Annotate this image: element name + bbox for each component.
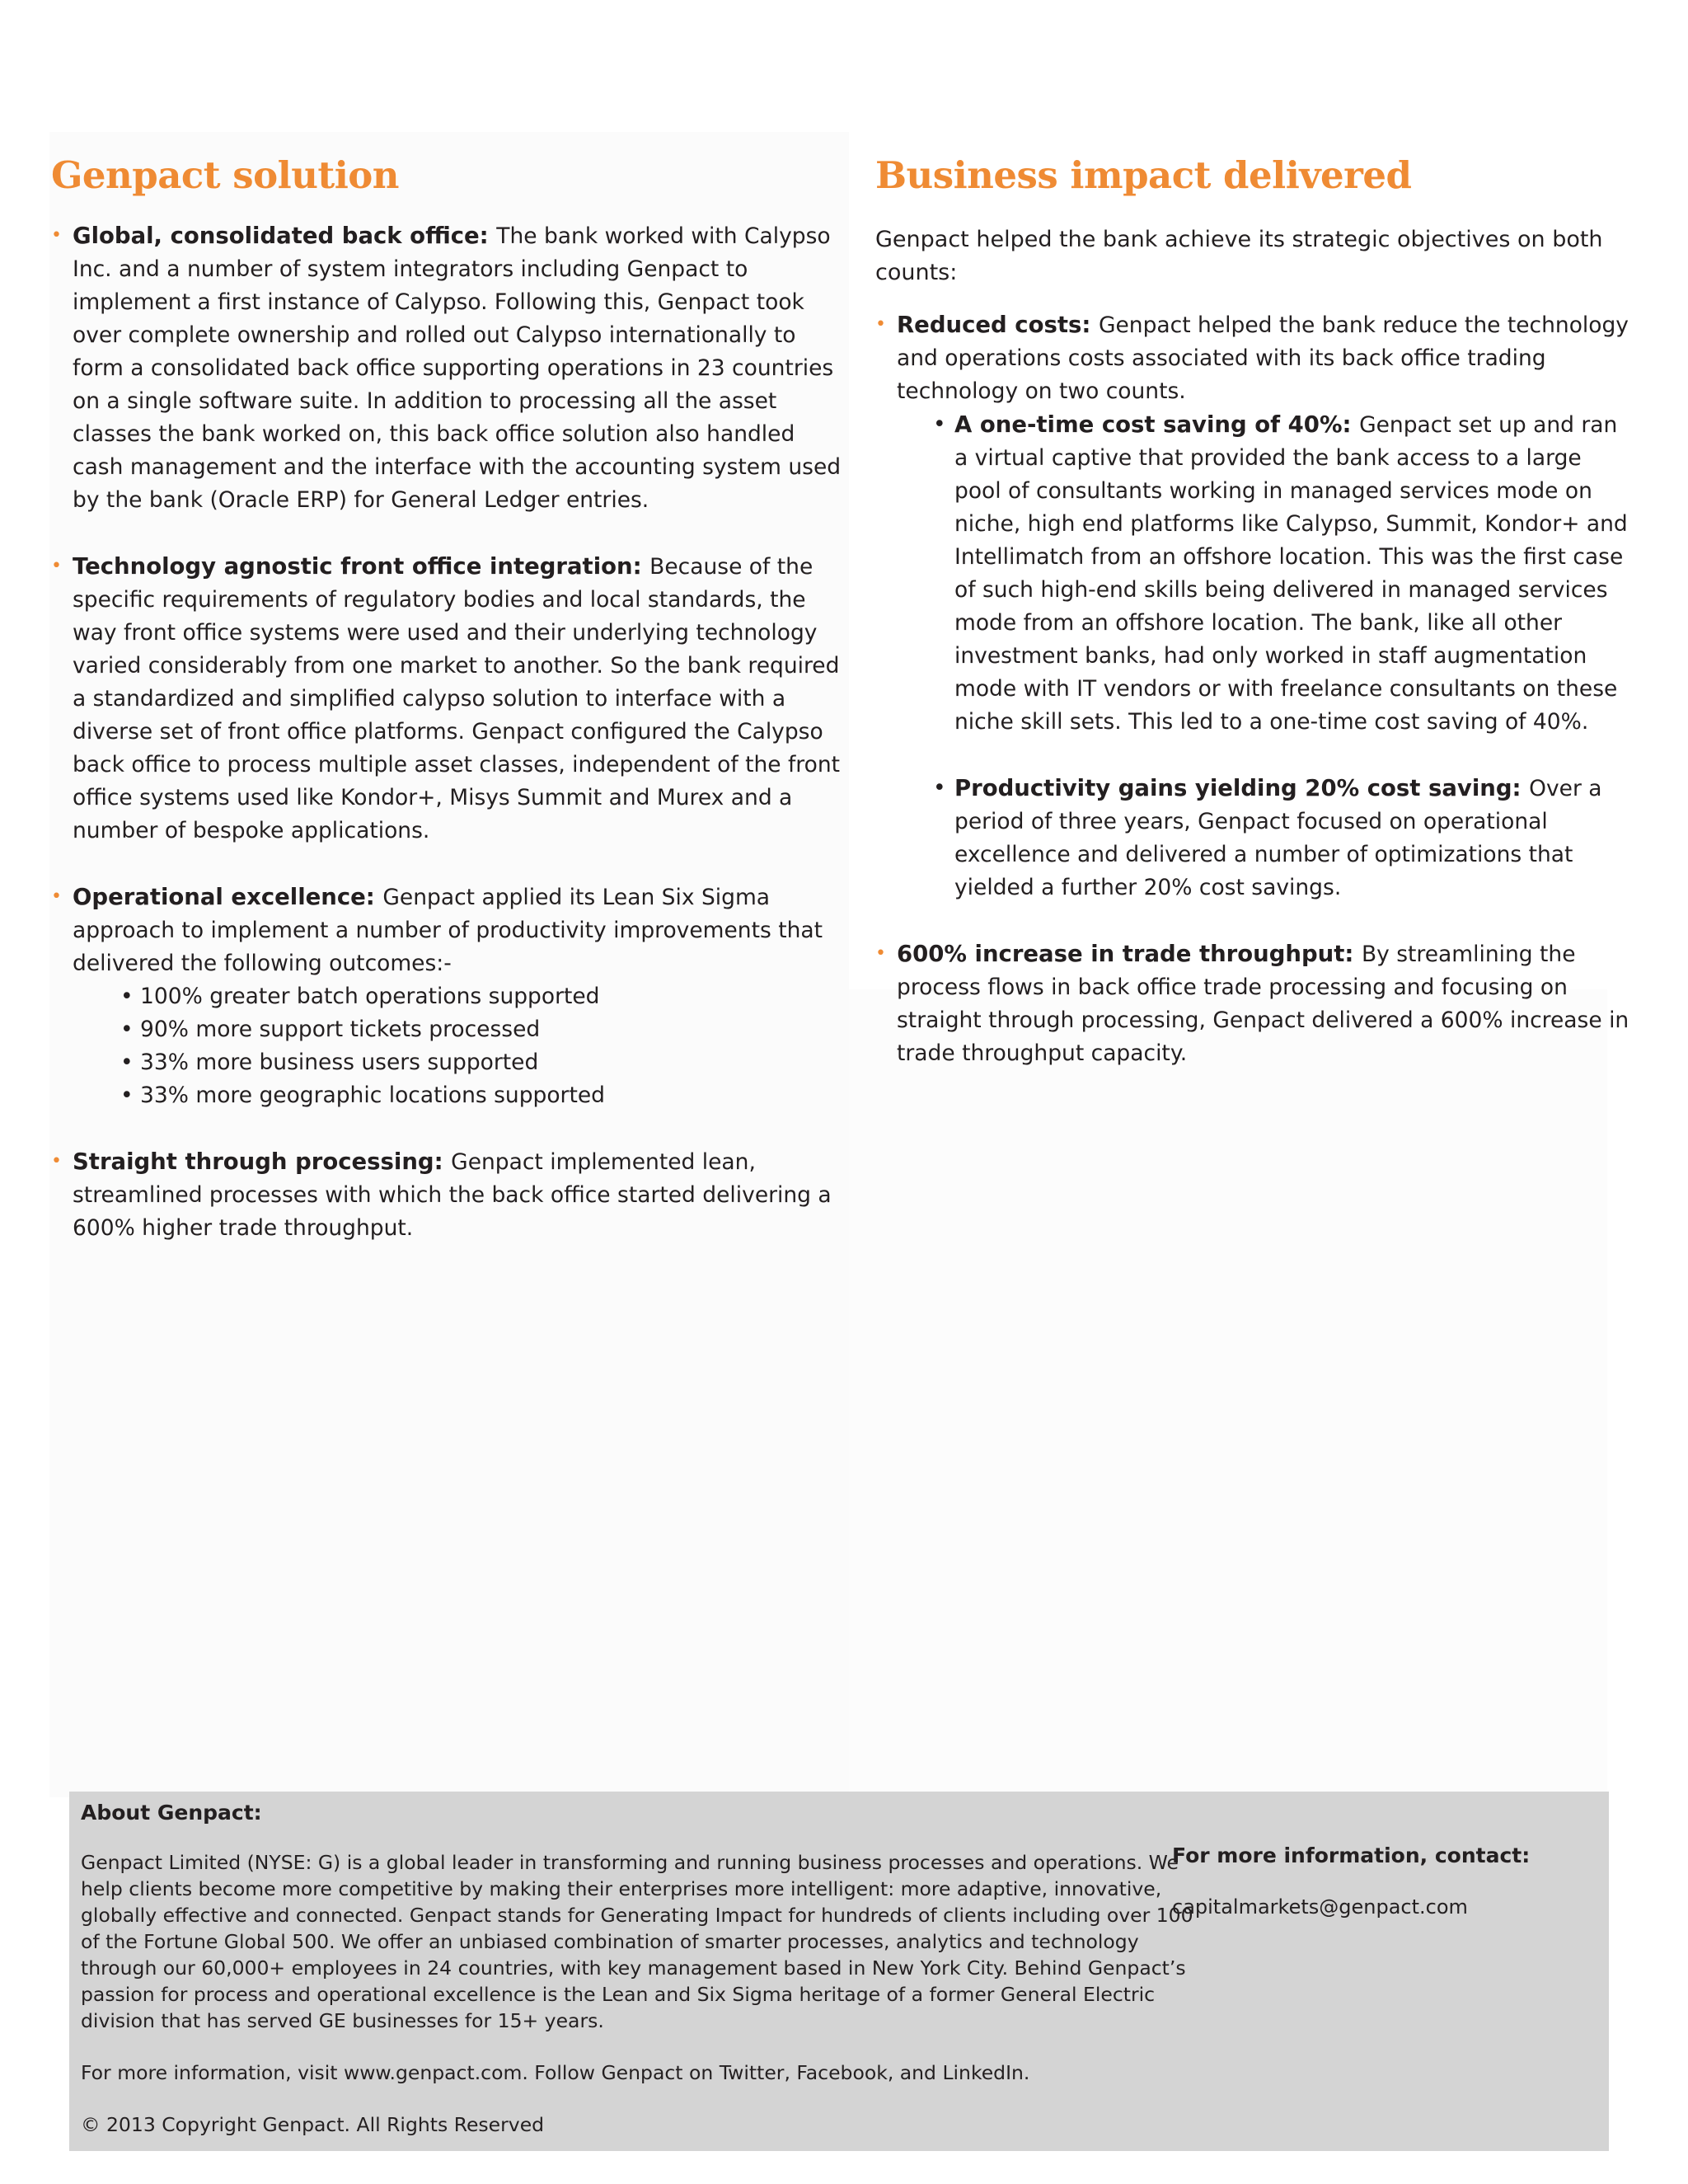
solution-item-front-office-integration [51, 550, 851, 848]
solution-item-operational-excellence [51, 881, 851, 1112]
bullet-icon: • [875, 943, 886, 964]
impact-item-reduced-costs [875, 308, 1634, 904]
about-genpact-box [69, 1792, 1609, 2151]
solution-item-global-back-office [51, 219, 851, 517]
impact-item-throughput [875, 937, 1634, 1070]
outcome-item: • 90% more support tickets processed [120, 1017, 541, 1042]
about-content [81, 1800, 1202, 2138]
business-impact-section [875, 148, 1634, 1103]
contact-block [1172, 1843, 1530, 1920]
item-text: Genpact applied its Lean Six Sigma approach to implement a number of productivity improvements that delivered the following outcomes:- [73, 885, 823, 976]
item-text: Genpact helped the bank reduce the technology and operations costs associated with its back office trading technology on two counts. [897, 312, 1629, 404]
sub-item-title: A one-time cost saving of 40%: [954, 411, 1360, 438]
item-title: Global, consolidated back office: [73, 223, 497, 249]
item-text: Genpact implemented lean, streamlined processes with which the back office started delivering a 600% higher trade throughput. [73, 1149, 832, 1241]
sub-item-text: Over a period of three years, Genpact focused on operational excellence and delivered a number of optimizations that yielded a further 20% cost savings. [954, 776, 1602, 900]
solution-item-straight-through-processing [51, 1145, 851, 1245]
sub-item-title: Productivity gains yielding 20% cost saving: [954, 775, 1530, 801]
copyright-text: © 2013 Copyright Genpact. All Rights Reserved [81, 2113, 545, 2136]
business-impact-heading: Business impact delivered [875, 153, 1412, 197]
sub-bullet-icon: • [933, 411, 946, 437]
outcomes-list [73, 980, 851, 1112]
item-title: Reduced costs: [897, 312, 1099, 338]
item-title: Straight through processing: [73, 1148, 452, 1175]
about-heading: About Genpact: [81, 1801, 262, 1825]
item-title: Technology agnostic front office integration: [73, 553, 650, 580]
outcome-item: • 100% greater batch operations supported [120, 984, 600, 1009]
outcome-item: • 33% more geographic locations supported [120, 1083, 605, 1108]
bullet-icon: • [875, 314, 886, 335]
about-body: Genpact Limited (NYSE: G) is a global leader in transforming and running business processes and operations. We help clients become more competitive by making their enterprises more intelligent: more adaptive, innovative, globally effective and connected. Genpact stands for Generating Impact for hundreds of clients including over 100 of the Fortune Global 500. We offer an unbiased combination of smarter processes, analytics and technology through our 60,000+ employees in 24 countries, with key management based in New York City. Behind Genpact’s passion for process and operational excellence is the Lean and Six Sigma heritage of a former General Electric division that has served GE businesses for 15+ years. [81, 1851, 1193, 2032]
item-title: Operational excellence: [73, 884, 383, 910]
item-text: By streamlining the process flows in back office trade processing and focusing on straight through processing, Genpact delivered a 600% increase in trade throughput capacity. [897, 942, 1629, 1066]
item-text: Because of the specific requirements of regulatory bodies and local standards, the way front office systems were used and their underlying technology varied considerably from one market to another. So the bank required a standardized and simplified calypso solution to interface with a diverse set of front office platforms. Genpact configured the Calypso back office to process multiple asset classes, independent of the front office systems used like Kondor+, Misys Summit and Murex and a number of bespoke applications. [73, 554, 841, 843]
sub-bullet-icon: • [933, 775, 946, 801]
bullet-icon: • [51, 886, 62, 907]
sub-item-one-time-saving [933, 408, 1634, 739]
right-column-background [849, 989, 1607, 1797]
bullet-icon: • [51, 225, 62, 246]
business-impact-intro: Genpact helped the bank achieve its strategic objectives on both counts: [875, 227, 1603, 285]
item-text: The bank worked with Calypso Inc. and a number of system integrators including Genpact to implement a first instance of Calypso. Following this, Genpact took over complete ownership and rolled out Calypso internationally to form a consolidated back office supporting operations in 23 countries on a single software suite. In addition to processing all the asset classes the bank worked on, this back office solution also handled cash management and the interface with the accounting system used by the bank (Oracle ERP) for General Ledger entries. [73, 223, 842, 513]
contact-email-link[interactable]: capitalmarkets@genpact.com [1172, 1895, 1468, 1919]
outcome-item: • 33% more business users supported [120, 1050, 539, 1075]
genpact-solution-heading: Genpact solution [51, 153, 400, 197]
contact-heading: For more information, contact: [1172, 1843, 1531, 1867]
genpact-solution-section [51, 148, 851, 1278]
bullet-icon: • [51, 1151, 62, 1172]
sub-item-productivity-gains [933, 772, 1634, 904]
sub-item-text: Genpact set up and ran a virtual captive that provided the bank access to a large pool of consultants working in managed services mode on niche, high end platforms like Calypso, Summit, Kondor+ and Intellimatch from an offshore location. This was the first case of such high-end skills being delivered in managed services mode from an offshore location. The bank, like all other investment banks, had only worked in staff augmentation mode with IT vendors or with freelance consultants on these niche skill sets. This led to a one-time cost saving of 40%. [954, 412, 1628, 735]
about-more-info: For more information, visit www.genpact.com. Follow Genpact on Twitter, Facebook, and LinkedIn. [81, 2061, 1030, 2084]
item-title: 600% increase in trade throughput: [897, 941, 1362, 967]
bullet-icon: • [51, 556, 62, 576]
